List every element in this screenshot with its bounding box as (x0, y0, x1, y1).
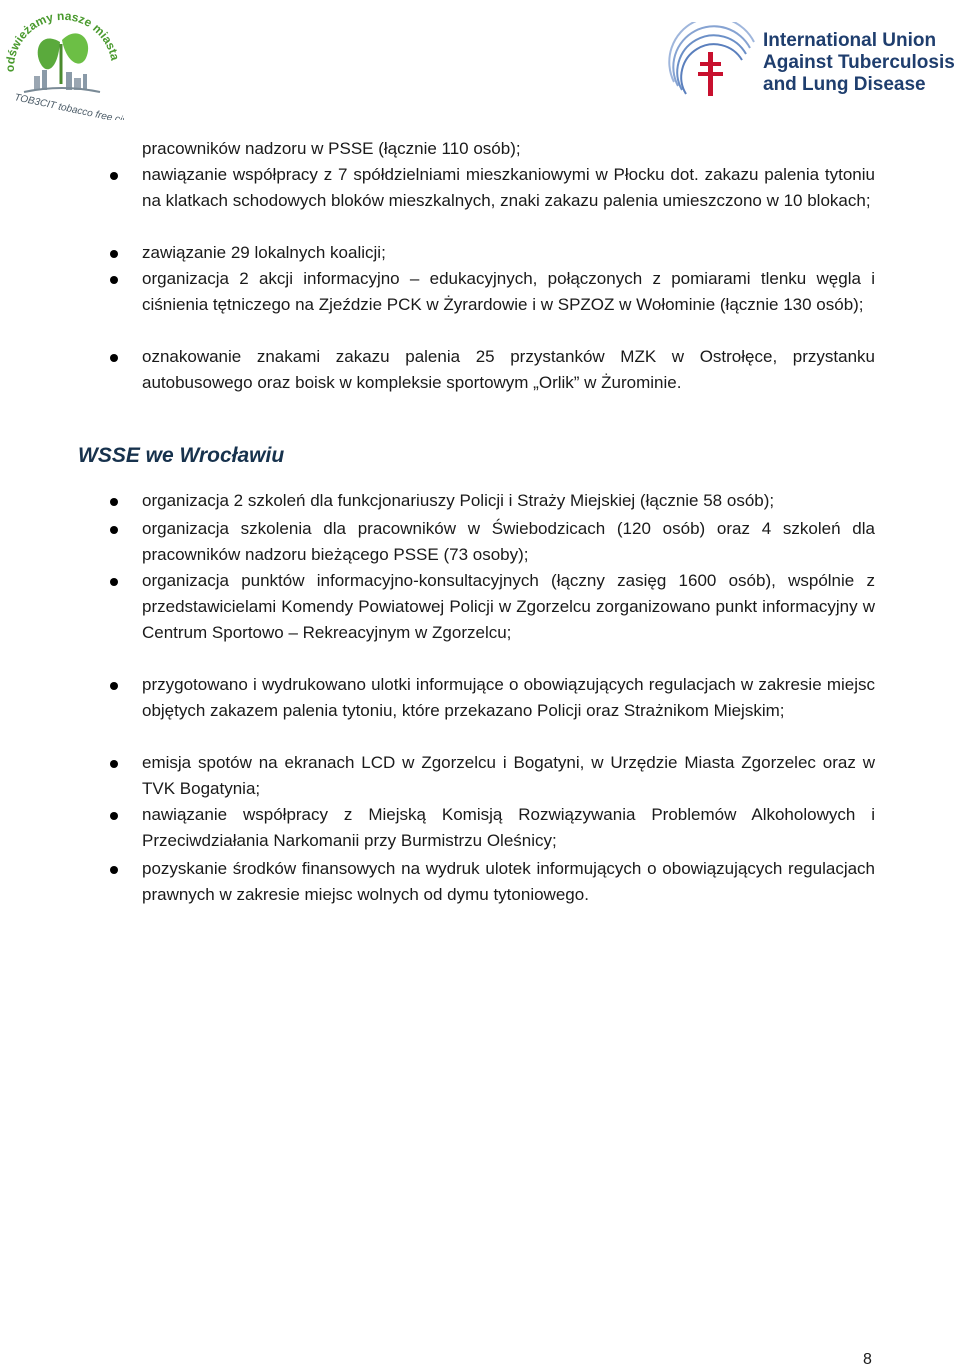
leaf-logo-icon (0, 0, 124, 120)
list-item: pozyskanie środków finansowych na wydruk ulotek informujących o obowiązujących regulacjach prawnych w zakresie miejsc wolnych od dymu tytoniowego. (142, 859, 875, 904)
bullet-icon (110, 276, 118, 284)
tobacco-free-cities-logo (0, 0, 124, 120)
logo-arc-text: odświeżamy nasze miasta (2, 8, 123, 73)
list-item: oznakowanie znakami zakazu palenia 25 przystanków MZK w Ostrołęce, przystanku autobusowego oraz boisk w kompleksie sportowym „Orlik” w Żurominie. (142, 347, 875, 392)
bullet-icon (110, 866, 118, 874)
bullet-icon (110, 354, 118, 362)
union-name (763, 30, 955, 96)
bullet-icon (110, 812, 118, 820)
bullet-icon (110, 172, 118, 180)
list-item: pracowników nadzoru w PSSE (łącznie 110 osób); (142, 139, 521, 158)
union-line-3: and Lung Disease (763, 74, 926, 95)
list-item: nawiązanie współpracy z Miejską Komisją Rozwiązywania Problemów Alkoholowych i Przeciwdziałania Narkomanii przy Burmistrzu Oleśnicy; (142, 805, 875, 850)
bullet-icon (110, 250, 118, 258)
union-line-2: Against Tuberculosis (763, 52, 955, 73)
list-item: przygotowano i wydrukowano ulotki informujące o obowiązujących regulacjach w zakresie miejsc objętych zakazem palenia tytoniu, które przekazano Policji oraz Strażnikom Miejskim; (142, 675, 875, 720)
list-item: emisja spotów na ekranach LCD w Zgorzelcu i Bogatyni, w Urzędzie Miasta Zgorzelec oraz w TVK Bogatynia; (142, 753, 875, 798)
list-item: organizacja punktów informacyjno-konsultacyjnych (łączny zasięg 1600 osób), wspólnie z przedstawicielami Komendy Powiatowej Policji w Zgorzelcu zorganizowano punkt informacyjny w Centrum Sportowo – Rekreacyjnym w Zgorzelcu; (142, 571, 875, 642)
international-union-logo (664, 22, 960, 102)
list-item: nawiązanie współpracy z 7 spółdzielniami mieszkaniowymi w Płocku dot. zakazu palenia tytoniu na klatkach schodowych bloków mieszkalnych, znaki zakazu palenia umieszczono w 10 blokach; (142, 165, 875, 210)
bullet-icon (110, 526, 118, 534)
bullet-icon (110, 578, 118, 586)
list-item: organizacja 2 szkoleń dla funkcjonariuszy Policji i Straży Miejskiej (łącznie 58 osób); (142, 491, 775, 510)
bullet-icon (110, 760, 118, 768)
section-heading: WSSE we Wrocławiu (78, 444, 285, 467)
bullet-icon (110, 682, 118, 690)
logo-bottom-text: TOB3CIT tobacco free (13, 92, 114, 120)
union-line-1: International Union (763, 30, 937, 51)
page-number: 8 (863, 1351, 872, 1368)
list-item: organizacja 2 akcji informacyjno – edukacyjnych, połączonych z pomiarami tlenku węgla i ciśnienia tętniczego na Zjeździe PCK w Żyrardowie i w SPZOZ w Wołominie (łącznie 130 osób); (142, 269, 875, 314)
double-cross-icon (664, 22, 762, 102)
list-item: zawiązanie 29 lokalnych koalicji; (142, 243, 386, 262)
list-item: organizacja szkolenia dla pracowników w Świebodzicach (120 osób) oraz 4 szkoleń dla pracowników nadzoru bieżącego PSSE (73 osoby); (142, 519, 875, 564)
bullet-icon (110, 498, 118, 506)
